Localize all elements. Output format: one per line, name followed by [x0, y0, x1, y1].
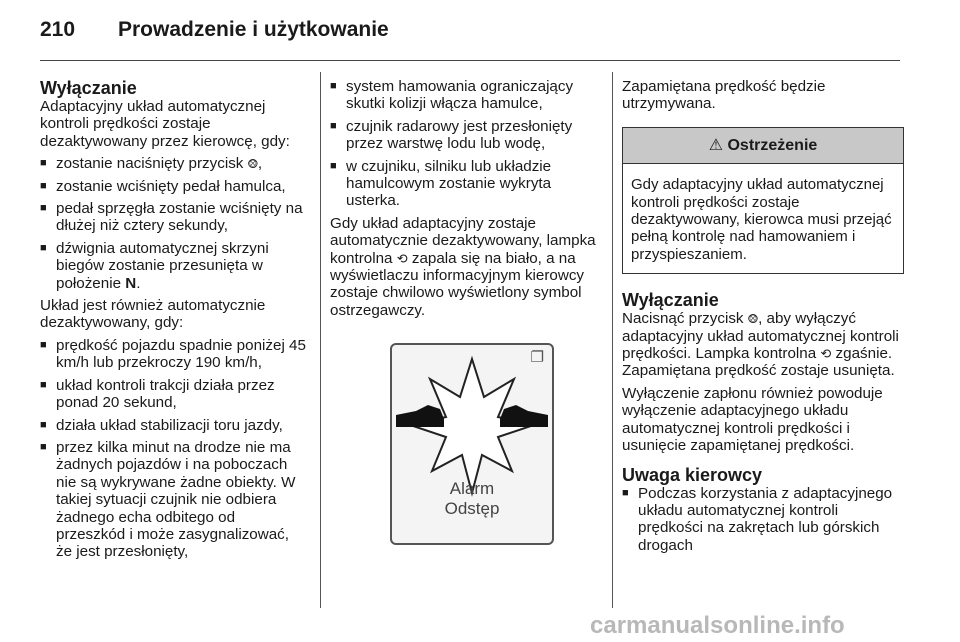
column-3 [622, 78, 904, 559]
column-divider [612, 72, 613, 608]
paragraph-text: Gdy układ adaptacyjny zostaje automatycznie dezaktywowany, lampka kontrolna [330, 214, 596, 267]
car-right-icon [500, 405, 548, 427]
gear-position: N [125, 274, 137, 292]
indicator-lamp-icon: ⟲ [820, 346, 832, 362]
header-rule [40, 60, 900, 61]
cancel-button-icon: ⨷ [747, 311, 759, 327]
bullet-list [40, 337, 308, 561]
paragraph [622, 310, 904, 380]
bullet-list [330, 78, 602, 210]
paragraph: Adaptacyjny układ automatycznej kontroli prędkości zostaje dezaktywowany przez kierowcę, gdy: [40, 98, 290, 150]
list-item-text: . [136, 274, 141, 292]
list-item [40, 155, 308, 172]
list-item [40, 240, 308, 292]
car-left-icon [396, 405, 444, 427]
column-2 [330, 78, 602, 545]
list-item-text: zostanie naciśnięty przycisk [56, 155, 244, 173]
list-item: ■ układ kontroli trakcji działa przez ponad 20 sekund, [40, 377, 308, 412]
warning-title: Ostrzeżenie [727, 136, 818, 154]
cancel-button-icon: ⨷ [247, 156, 258, 172]
warning-triangle-icon: ⚠ [708, 136, 724, 154]
list-item: ■ system hamowania ograniczający skutki kolizji włącza hamulce, [330, 78, 602, 113]
list-item: ■ prędkość pojazdu spadnie poniżej 45 km/h lub przekroczy 190 km/h, [40, 337, 308, 372]
page-number: 210 [40, 18, 76, 41]
display-text-line1: Alarm [449, 479, 495, 499]
warning-display-illustration [390, 343, 554, 545]
indicator-lamp-icon: ⟲ [396, 250, 408, 266]
list-item-text: dźwignia automatycznej skrzyni biegów zostanie przesunięta w położenie [56, 239, 269, 292]
list-item-text: , [257, 155, 263, 173]
bullet-list [40, 155, 308, 292]
list-item: ■ Podczas korzystania z adaptacyjnego układu automatycznej kontroli prędkości na zakrętach lub górskich drogach [622, 485, 904, 555]
paragraph: Wyłączenie zapłonu również powoduje wyłączenie adaptacyjnego układu automatycznej kontroli prędkości i usunięcie zapamiętanej prędkości. [622, 384, 883, 455]
list-item: ■ pedał sprzęgła zostanie wciśnięty na dłużej niż cztery sekundy, [40, 200, 308, 235]
list-item: ■ w czujniku, silniku lub układzie hamulcowym zostanie wykryta usterka. [330, 158, 602, 210]
display-corner-icon: ❐ [530, 349, 544, 367]
paragraph-text: zgaśnie. Zapamiętana prędkość zostaje usunięta. [622, 345, 895, 380]
display-text-line2: Odstęp [444, 499, 500, 519]
warning-box [622, 127, 904, 274]
section-heading: Uwaga kierowcy [622, 464, 763, 485]
list-item: ■ czujnik radarowy jest przesłonięty przez warstwę lodu lub wodę, [330, 118, 602, 153]
page-title: Prowadzenie i użytkowanie [118, 18, 389, 41]
watermark: carmanualsonline.info [590, 612, 845, 639]
list-item: ■ zostanie wciśnięty pedał hamulca, [40, 178, 308, 195]
paragraph-text: zapala się na biało, a na wyświetlaczu informacyjnym kierowcy zostaje chwilowo wyświetlony symbol ostrzegawczy. [330, 249, 585, 319]
list-item: ■ działa układ stabilizacji toru jazdy, [40, 417, 308, 434]
page-header [40, 18, 389, 42]
paragraph: Układ jest również automatycznie dezaktywowany, gdy: [40, 297, 266, 332]
paragraph-text: , aby wyłączyć adaptacyjny układ automatycznej kontroli prędkości. Lampka kontrolna [622, 310, 899, 363]
section-heading: Wyłączanie [622, 290, 719, 311]
list-item: ■ przez kilka minut na drodze nie ma żadnych pojazdów i na poboczach nie są wykrywane żadne obiekty. W takiej sytuacji czujnik nie odbiera żadnego echa odbitego od przeszkód i może zasygnalizować, że jest przesłonięty, [40, 439, 308, 561]
warning-header [623, 128, 903, 164]
bullet-list [622, 485, 904, 555]
paragraph [330, 215, 602, 319]
paragraph: Zapamiętana prędkość będzie utrzymywana. [622, 78, 826, 113]
column-1 [40, 78, 308, 566]
paragraph-text: Nacisnąć przycisk [622, 310, 744, 328]
section-heading: Wyłączanie [40, 78, 137, 98]
warning-body: Gdy adaptacyjny układ automatycznej kontroli prędkości zostaje dezaktywowany, kierowca musi przejąć pełną kontrolę nad hamowaniem i przyspieszaniem. [631, 176, 892, 263]
column-divider [320, 72, 321, 608]
